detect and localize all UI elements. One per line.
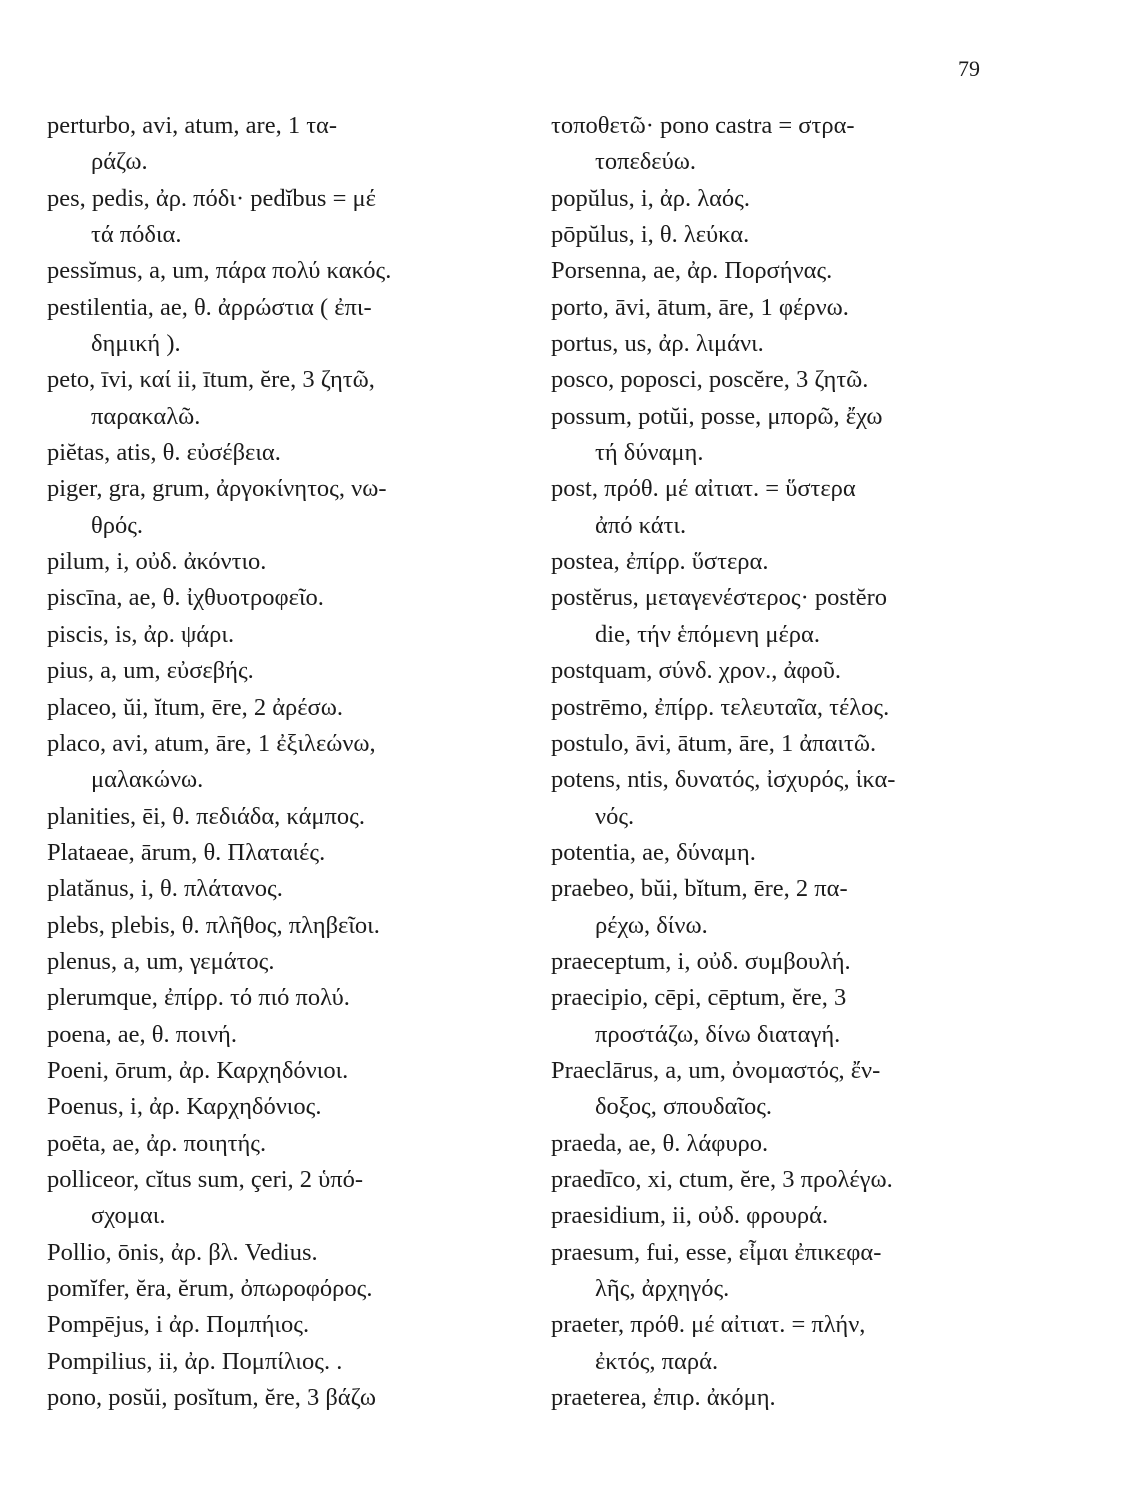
entry-headline: pius, a, um, εὐσεβής. — [47, 657, 254, 685]
entry-headline: τοποθετῶ· pono castra = στρα- — [551, 112, 855, 139]
entry-continuation: δοξος, σπουδαῖος. — [595, 1093, 773, 1121]
entry-headline: Plataeae, ārum, θ. Πλαταιές. — [47, 838, 326, 866]
entry-headline: praebeo, bŭi, bĭtum, ēre, 2 πα- — [551, 875, 848, 903]
dictionary-entry — [47, 908, 517, 944]
entry-headline: pes, pedis, ἀρ. πόδι· pedĭbus = μέ — [47, 184, 376, 212]
dictionary-entry — [551, 399, 991, 472]
entry-continuation: τή δύναμη. — [595, 439, 704, 467]
entry-headline: peto, īvi, καί ii, ītum, ĕre, 3 ζητῶ, — [47, 366, 375, 394]
dictionary-entry — [551, 580, 991, 653]
dictionary-entry — [551, 980, 991, 1053]
dictionary-entry — [47, 108, 517, 181]
entry-headline: postĕrus, μεταγενέστερος· postĕro — [551, 584, 888, 612]
entry-headline: Praeclārus, a, um, ὀνομαστός, ἔν- — [551, 1056, 881, 1084]
entry-headline: potentia, ae, δύναμη. — [551, 838, 756, 866]
dictionary-entry — [47, 726, 517, 799]
entry-headline: praesidium, ii, οὐδ. φρουρά. — [551, 1202, 829, 1230]
dictionary-entry — [551, 1380, 991, 1416]
entry-headline: praedīco, xi, ctum, ĕre, 3 προλέγω. — [551, 1165, 893, 1193]
entry-headline: pestilentia, ae, θ. ἀρρώστια ( ἐπι- — [47, 293, 372, 321]
dictionary-entry — [47, 871, 517, 907]
entry-headline: planities, ēi, θ. πεδιάδα, κάμπος. — [47, 802, 365, 830]
entry-continuation: ἐκτός, παρά. — [595, 1347, 719, 1375]
entry-headline: Porsenna, ae, ἀρ. Πορσήνας. — [551, 257, 833, 285]
dictionary-entry — [551, 690, 991, 726]
entry-headline: portus, us, ἀρ. λιμάνι. — [551, 330, 764, 358]
dictionary-entry — [47, 1089, 517, 1125]
entry-headline: postrēmo, ἐπίρρ. τελευταῖα, τέλος. — [551, 693, 890, 721]
entry-headline: praecipio, cēpi, cēptum, ĕre, 3 — [551, 984, 847, 1012]
entry-headline: popŭlus, i, ἀρ. λαός. — [551, 184, 751, 212]
entry-headline: pono, posŭi, posĭtum, ĕre, 3 βάζω — [47, 1384, 377, 1412]
entry-headline: piscīna, ae, θ. ἰχθυοτροφεῖο. — [47, 584, 324, 612]
dictionary-entry — [47, 690, 517, 726]
dictionary-entry — [47, 544, 517, 580]
dictionary-entry — [47, 1271, 517, 1307]
entry-continuation: ρέχω, δίνω. — [595, 911, 708, 939]
dictionary-entry — [47, 471, 517, 544]
entry-continuation: τοπεδεύω. — [595, 148, 696, 176]
entry-headline: piĕtas, atis, θ. εὐσέβεια. — [47, 439, 281, 467]
entry-headline: praeterea, ἐπιρ. ἀκόμη. — [551, 1384, 776, 1412]
dictionary-entry — [551, 108, 991, 181]
entry-headline: pilum, i, οὐδ. ἀκόντιο. — [47, 548, 267, 576]
entry-headline: Pompilius, ii, ἀρ. Πομπίλιος. . — [47, 1347, 343, 1375]
entry-headline: post, πρόθ. μέ αἰτιατ. = ὕστερα — [551, 475, 856, 503]
entry-headline: postulo, āvi, ātum, āre, 1 ἀπαιτῶ. — [551, 729, 877, 757]
entry-headline: perturbo, avi, atum, are, 1 τα- — [47, 112, 338, 139]
dictionary-entry — [551, 544, 991, 580]
dictionary-entry — [47, 1162, 517, 1235]
dictionary-entry — [47, 290, 517, 363]
dictionary-entry — [47, 1053, 517, 1089]
entry-headline: praeda, ae, θ. λάφυρο. — [551, 1129, 769, 1157]
dictionary-entry — [551, 1198, 991, 1234]
dictionary-entry — [551, 362, 991, 398]
dictionary-entry — [551, 653, 991, 689]
page-number: 79 — [958, 56, 980, 81]
dictionary-entry — [47, 617, 517, 653]
entry-headline: placeo, ŭi, ĭtum, ēre, 2 ἀρέσω. — [47, 693, 343, 721]
entry-continuation: παρακαλῶ. — [91, 402, 201, 430]
dictionary-entry — [551, 762, 991, 835]
entry-headline: possum, potŭi, posse, μπορῶ, ἔχω — [551, 402, 883, 430]
dictionary-entry — [551, 835, 991, 871]
entry-headline: plenus, a, um, γεμάτος. — [47, 947, 275, 975]
entry-continuation: δημική ). — [91, 330, 181, 358]
dictionary-entry — [47, 835, 517, 871]
dictionary-entry — [551, 253, 991, 289]
entry-headline: Poeni, ōrum, ἀρ. Καρχηδόνιοι. — [47, 1056, 349, 1084]
dictionary-entry — [47, 362, 517, 435]
dictionary-entry — [551, 181, 991, 217]
dictionary-entry — [47, 580, 517, 616]
entry-headline: polliceor, cĭtus sum, çeri, 2 ὑπό- — [47, 1165, 364, 1193]
dictionary-entry — [47, 1126, 517, 1162]
entry-continuation: λῆς, ἀρχηγός. — [595, 1275, 730, 1302]
dictionary-entry — [47, 181, 517, 254]
entry-continuation: μαλακώνω. — [91, 766, 204, 794]
dictionary-entry — [551, 944, 991, 980]
entry-headline: porto, āvi, ātum, āre, 1 φέρνω. — [551, 293, 849, 321]
entry-headline: pomĭfer, ĕra, ĕrum, ὀπωροφόρος. — [47, 1275, 373, 1302]
entry-headline: pessĭmus, a, um, πάρα πολύ κακός. — [47, 257, 392, 285]
right-column — [551, 108, 991, 1416]
dictionary-entry — [551, 1053, 991, 1126]
entry-headline: posco, poposci, poscĕre, 3 ζητῶ. — [551, 366, 869, 394]
entry-headline: postea, ἐπίρρ. ὕστερα. — [551, 548, 769, 576]
entry-continuation: θρός. — [91, 511, 144, 539]
entry-continuation: σχομαι. — [91, 1202, 166, 1230]
dictionary-entry — [47, 1017, 517, 1053]
dictionary-entry — [551, 871, 991, 944]
entry-continuation: νός. — [595, 802, 635, 830]
entry-continuation: προστάζω, δίνω διαταγή. — [595, 1020, 841, 1048]
dictionary-entry — [47, 980, 517, 1016]
dictionary-entry — [47, 1235, 517, 1271]
dictionary-entry — [47, 253, 517, 289]
dictionary-entry — [47, 653, 517, 689]
dictionary-entry — [551, 471, 991, 544]
entry-continuation: τά πόδια. — [91, 221, 182, 249]
entry-headline: plerumque, ἐπίρρ. τό πιό πολύ. — [47, 984, 350, 1012]
dictionary-entry — [551, 1235, 991, 1308]
dictionary-entry — [47, 799, 517, 835]
entry-continuation: die, τήν ἑπόμενη μέρα. — [595, 620, 820, 648]
entry-headline: potens, ntis, δυνατός, ἰσχυρός, ἱκα- — [551, 766, 896, 794]
dictionary-entry — [47, 1344, 517, 1380]
entry-headline: praeceptum, i, οὐδ. συμβουλή. — [551, 947, 851, 975]
entry-headline: postquam, σύνδ. χρον., ἀφοῦ. — [551, 657, 842, 685]
dictionary-entry — [551, 290, 991, 326]
entry-headline: Pompējus, i ἀρ. Πομπήιος. — [47, 1311, 310, 1339]
dictionary-entry — [551, 217, 991, 253]
entry-headline: plebs, plebis, θ. πλῆθος, πληβεῖοι. — [47, 911, 380, 939]
entry-continuation: ράζω. — [91, 148, 148, 176]
dictionary-entry — [47, 435, 517, 471]
dictionary-entry — [551, 326, 991, 362]
entry-headline: platănus, i, θ. πλάτανος. — [47, 875, 283, 903]
dictionary-entry — [47, 1307, 517, 1343]
dictionary-entry — [47, 944, 517, 980]
entry-headline: Poenus, i, ἀρ. Καρχηδόνιος. — [47, 1093, 322, 1121]
dictionary-entry — [47, 1380, 517, 1416]
entry-headline: poēta, ae, ἀρ. ποιητής. — [47, 1129, 267, 1157]
entry-continuation: ἀπό κάτι. — [595, 511, 687, 539]
dictionary-entry — [551, 1307, 991, 1380]
entry-headline: praeter, πρόθ. μέ αἰτιατ. = πλήν, — [551, 1311, 866, 1339]
entry-headline: placo, avi, atum, āre, 1 ἐξιλεώνω, — [47, 729, 376, 757]
left-column — [47, 108, 517, 1416]
dictionary-entry — [551, 726, 991, 762]
entry-headline: poena, ae, θ. ποινή. — [47, 1020, 237, 1048]
entry-headline: praesum, fui, esse, εἶμαι ἐπικεφα- — [551, 1238, 882, 1266]
entry-headline: piger, gra, grum, ἀργοκίνητος, νω- — [47, 475, 387, 503]
entry-headline: piscis, is, ἀρ. ψάρι. — [47, 620, 235, 648]
entry-headline: Pollio, ōnis, ἀρ. βλ. Vedius. — [47, 1238, 318, 1266]
dictionary-entry — [551, 1162, 991, 1198]
dictionary-entry — [551, 1126, 991, 1162]
entry-headline: pōpŭlus, i, θ. λεύκα. — [551, 221, 750, 249]
